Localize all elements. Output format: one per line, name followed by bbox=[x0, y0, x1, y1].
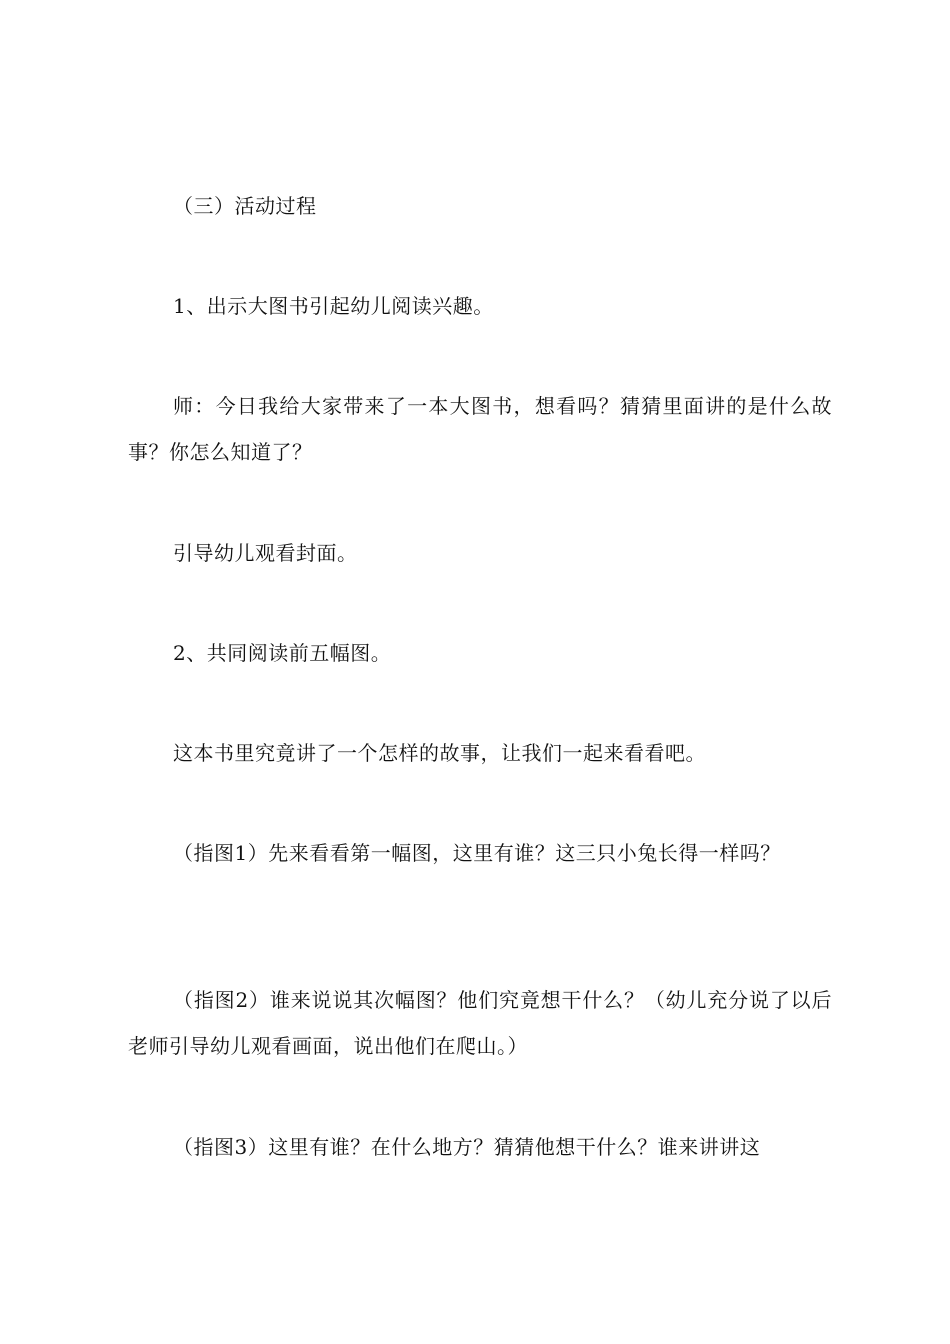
picture-2-paragraph: （指图2）谁来说说其次幅图？他们究竟想干什么？（幼儿充分说了以后老师引导幼儿观看画面，说出他们在爬山。） bbox=[128, 988, 832, 1058]
section-heading: （三）活动过程 bbox=[173, 194, 317, 218]
step-1-heading: 1、出示大图书引起幼儿阅读兴趣。 bbox=[173, 294, 494, 318]
story-intro-paragraph: 这本书里究竟讲了一个怎样的故事，让我们一起来看看吧。 bbox=[173, 741, 706, 765]
step-2-heading: 2、共同阅读前五幅图。 bbox=[173, 641, 392, 665]
picture-3-paragraph: （指图3）这里有谁？在什么地方？猜猜他想干什么？谁来讲讲这 bbox=[173, 1135, 761, 1159]
picture-1-paragraph: （指图1）先来看看第一幅图，这里有谁？这三只小兔长得一样吗？ bbox=[173, 841, 781, 865]
teacher-dialogue-paragraph: 师：今日我给大家带来了一本大图书，想看吗？猜猜里面讲的是什么故事？你怎么知道了？ bbox=[128, 394, 832, 464]
guide-cover-paragraph: 引导幼儿观看封面。 bbox=[173, 541, 358, 565]
